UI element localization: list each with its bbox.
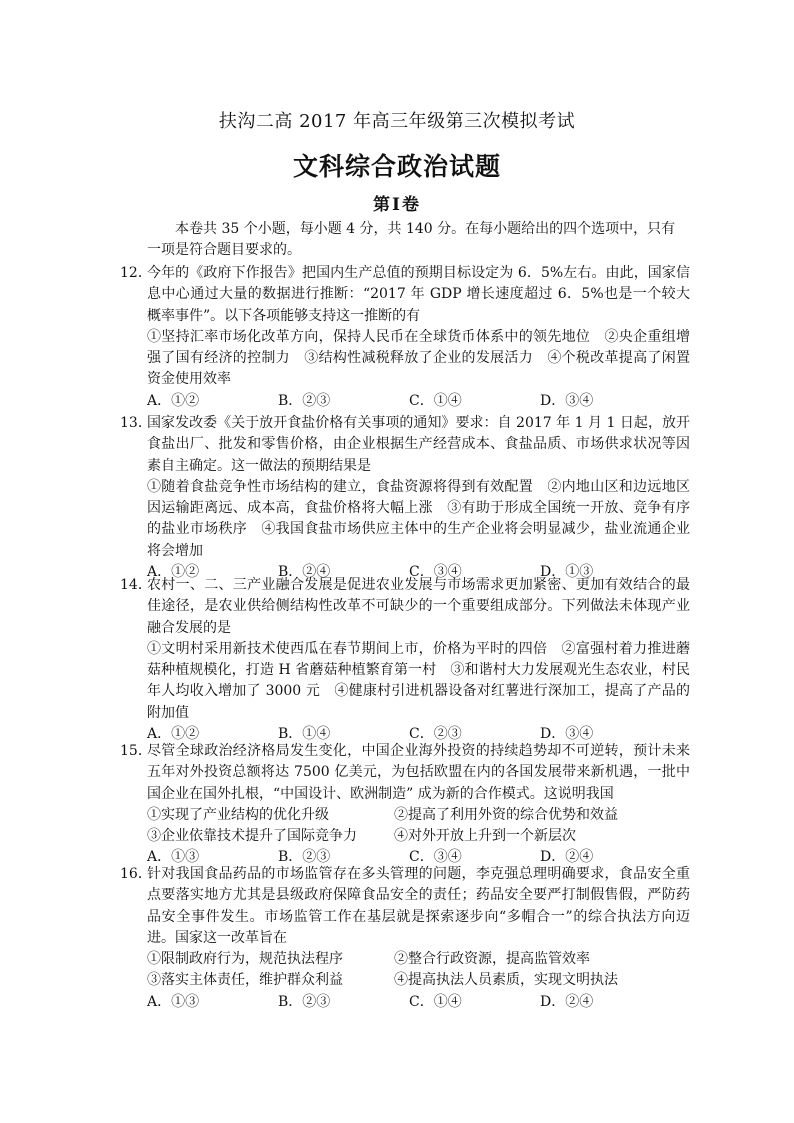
question-number: 14． xyxy=(120,577,152,593)
choice-a[interactable]: A．①② xyxy=(147,392,200,409)
choice-d[interactable]: D．②④ xyxy=(540,849,594,866)
choice-c[interactable]: C．③④ xyxy=(409,849,462,866)
answer-choices xyxy=(147,992,690,1013)
choice-d[interactable]: D．①③ xyxy=(540,564,594,581)
choice-a[interactable]: A．①② xyxy=(147,564,200,581)
choice-b[interactable]: B．②③ xyxy=(278,392,331,409)
option-4: ④提高执法人员素质，实现文明执法 xyxy=(394,972,618,989)
choice-b[interactable]: B．②④ xyxy=(278,564,331,581)
question-stem: 今年的《政府下作报告》把国内生产总值的预期目标设定为 6．5%左右。由此，国家信息中心通过大量的数据进行推断：“2017 年 GDP 增长速度超过 6．5%也是一个较大概率事件”。以下各项能够支持这一推断的有 xyxy=(147,265,690,324)
question-stem: 农村一、二、三产业融合发展是促进农业发展与市场需求更加紧密、更加有效结合的最佳途径，是农业供给侧结构性改革不可缺少的一个重要组成部分。下列做法未体现产业融合发展的是 xyxy=(147,577,690,636)
instructions-paragraph: 本卷共 35 个小题，每小题 4 分，共 140 分。在每小题给出的四个选项中，只有一项是符合题目要求的。 xyxy=(147,221,676,258)
question-stem: 国家发改委《关于放开食盐价格有关事项的通知》要求：自 2017 年 1 月 1 日起，放开食盐出厂、批发和零售价格，由企业根据生产经营成本、食盐品质、市场供求状况等因素自主确定。这一做法的预期结果是 xyxy=(147,415,690,474)
choice-c[interactable]: C．②③ xyxy=(409,726,462,743)
option-4: ④对外开放上升到一个新层次 xyxy=(394,828,576,845)
question-stem: 尽管全球政治经济格局发生变化，中国企业海外投资的持续趋势却不可逆转，预计未来五年对外投资总额将达 7500 亿美元，为包括欧盟在内的各国发展带来新机遇，一批中国企业在国外扎根，“中国设计、欧洲制造” 成为新的合作模式。这说明我国 xyxy=(147,743,690,802)
question-14 xyxy=(120,575,690,745)
exam-school-title: 扶沟二高 2017 年高三年级第三次模拟考试 xyxy=(218,111,576,132)
choice-b[interactable]: B．②③ xyxy=(278,993,331,1010)
option-3: ③企业依靠技术提升了国际竞争力 xyxy=(147,828,357,845)
exam-subject-title: 文科综合政治试题 xyxy=(292,152,501,181)
choice-a[interactable]: A．①③ xyxy=(147,993,200,1010)
choice-b[interactable]: B．②③ xyxy=(278,849,331,866)
choice-d[interactable]: D．③④ xyxy=(540,726,594,743)
question-options: ①文明村采用新技术使西瓜在春节期间上市，价格为平时的四倍 ②富强村着力推进蘑菇种植规模化，打造 H 省蘑菇种植繁育第一村 ③和谐村大力发展观光生态农业，村民年人均收入增加了 3000 元 ④健康村引进机器设备对红薯进行深加工，提高了产品的附加值 xyxy=(147,640,690,721)
question-16 xyxy=(120,864,690,1013)
question-number: 12． xyxy=(120,265,152,281)
question-number: 16． xyxy=(120,866,152,882)
choice-a[interactable]: A．①③ xyxy=(147,849,200,866)
choice-c[interactable]: C．①④ xyxy=(409,993,462,1010)
option-2: ②提高了利用外资的综合优势和效益 xyxy=(394,806,618,823)
question-12 xyxy=(120,263,690,412)
question-stem: 针对我国食品药品的市场监管存在多头管理的问题，李克强总理明确要求，食品安全重点要落实地方尤其是县级政府保障食品安全的责任；药品安全要严打制假售假，严防药品安全事件发生。市场监管工作在基层就是探索逐步向“多帽合一”的综合执法方向迈进。国家这一改革旨在 xyxy=(147,866,690,946)
choice-c[interactable]: C．③④ xyxy=(409,564,462,581)
question-options xyxy=(147,805,690,848)
question-options xyxy=(147,949,690,992)
question-options: ①坚持汇率市场化改革方向，保持人民币在全球货币体系中的领先地位 ②央企重组增强了国有经济的控制力 ③结构性减税释放了企业的发展活力 ④个税改革提高了闲置资金使用效率 xyxy=(147,328,690,388)
option-3: ③落实主体责任，维护群众利益 xyxy=(147,972,343,989)
answer-choices xyxy=(147,391,690,412)
exam-part-title: 第Ⅰ卷 xyxy=(373,195,421,215)
question-options: ①随着食盐竞争性市场结构的建立，食盐资源将得到有效配置 ②内地山区和边远地区因运输距离远、成本高，食盐价格将大幅上涨 ③有助于形成全国统一开放、竞争有序的盐业市场秩序 ④我国食盐市场供应主体中的生产企业将会明显减少，盐业流通企业将会增加 xyxy=(147,478,690,559)
question-number: 15． xyxy=(120,743,152,759)
choice-d[interactable]: D．③④ xyxy=(540,392,594,409)
option-1: ①限制政府行为，规范执法程序 xyxy=(147,951,343,968)
question-13 xyxy=(120,413,690,583)
option-1: ①实现了产业结构的优化升级 xyxy=(147,806,329,823)
choice-d[interactable]: D．②④ xyxy=(540,993,594,1010)
choice-a[interactable]: A．①② xyxy=(147,726,200,743)
choice-b[interactable]: B．①④ xyxy=(278,726,331,743)
option-2: ②整合行政资源，提高监管效率 xyxy=(394,951,590,968)
choice-c[interactable]: C．①④ xyxy=(409,392,462,409)
question-number: 13． xyxy=(120,415,152,431)
question-15 xyxy=(120,741,690,869)
